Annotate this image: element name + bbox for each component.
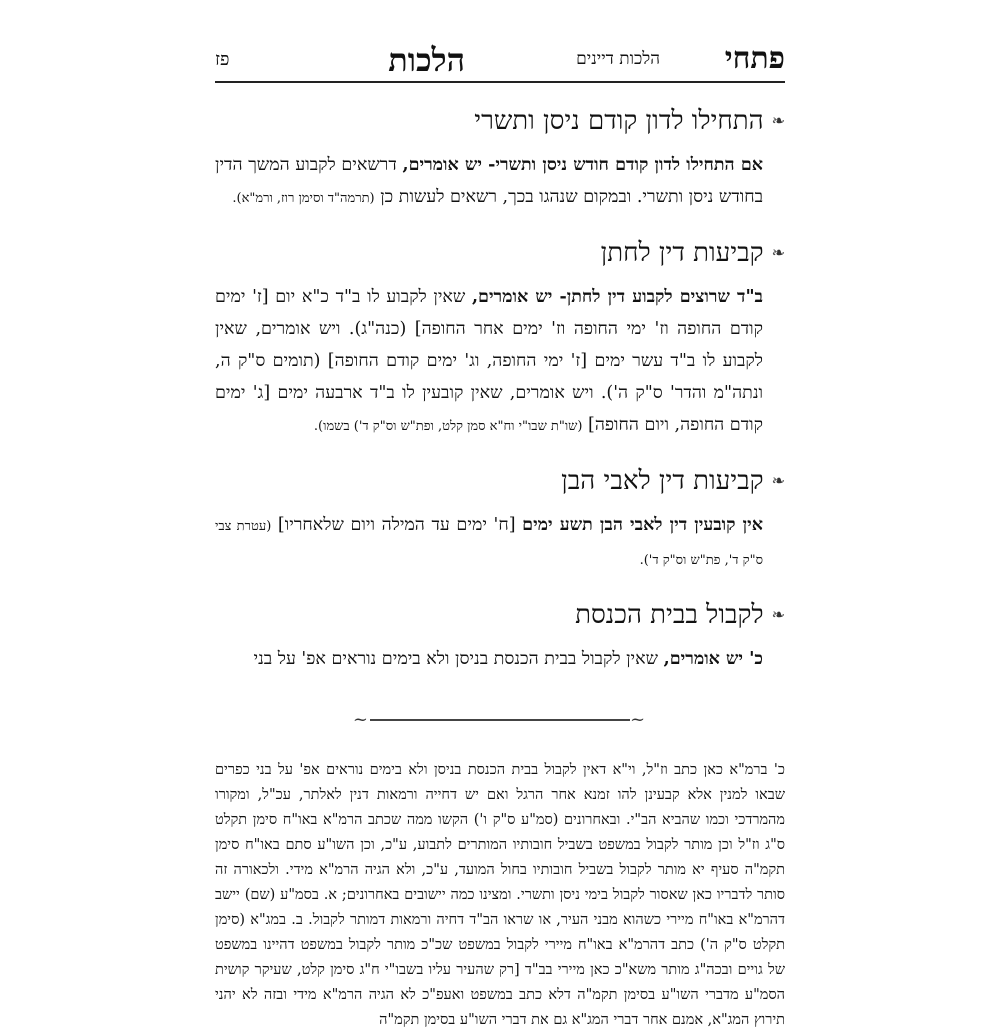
book-page	[215, 35, 785, 1028]
section-2	[215, 237, 785, 443]
section-body	[215, 643, 785, 675]
running-header	[215, 35, 785, 83]
section-ref: (שו"ת שבו"י וח"א סמן קלט, ופת"ש וס"ק ד') בשמו).	[313, 419, 583, 434]
section-title	[215, 105, 785, 137]
section-title	[215, 599, 785, 631]
section-title-text: קביעות דין לחתן	[600, 238, 764, 268]
ornament-icon: ❧	[771, 471, 785, 490]
section-text: שאין לקבוע לו ב"ד כ"א יום [ז' ימים קודם החופה וז' ימי החופה וז' ימים אחר החופה] (כנה"ג). ויש אומרים, שאין לקבוע לו ב"ד עשר ימים [ז' ימי החופה, וג' ימים קודם החופה] (תומים ס"ק ה, ונתה"מ והדר' ס"ק ה'). ויש אומרים, שאין קובעין לו ב"ד ארבעה ימים [ג' ימים קודם החופה, ויום החופה]	[215, 287, 763, 435]
section-text: [ח' ימים עד המילה ויום שלאחריו]	[277, 515, 516, 535]
section-body	[215, 281, 785, 443]
section-ref: (עטרת צבי ס"ק ד', פת"ש וס"ק ד').	[215, 519, 763, 568]
footnotes	[215, 758, 785, 1033]
header-left-title: פתחי	[724, 41, 785, 76]
divider-ornament-icon: ~	[352, 709, 370, 730]
ornament-icon: ❧	[771, 605, 785, 624]
section-text: שאין לקבול בבית הכנסת בניסן ולא בימים נוראים אפ' על בני	[253, 649, 659, 669]
section-lead: אם התחילו לדון קודם חודש ניסן ותשרי- יש אומרים,	[402, 155, 763, 175]
header-middle-title: הלכות דיינים	[576, 49, 660, 69]
footnote-paragraph: כ' ברמ"א כאן כתב וז"ל, וי"א דאין לקבול בבית הכנסת בניסן ולא בימים נוראים אפ' על בני כפרים שבאו למנין אלא קבעינן להו זמנא אחר הרגל ואם יש דחייה ורמאות דנין לאלתר, עכ"ל, ומקורו מהמרדכי וכמו שהביא הב"י. ובאחרונים (סמ"ע ס"ק ו') הקשו ממה שכתב הרמ"א באו"ח סימן תקלט ס"ג וז"ל וכן מותר לקבול במשפט בשביל חובותיו המותרים לתבוע, ע"כ, וכן השו"ע סתם באו"ח סימן תקמ"ה סעיף יא מותר לקבול בשביל חובותיו בחול המועד, ע"כ, ולא הגיה הרמ"א מידי. ולכאורה זה סותר לדבריו כאן שאסור לקבול בימי ניסן ותשרי. ומצינו כמה יישובים באחרונים; א. בסמ"ע (שם) יישב דהרמ"א באו"ח מיירי כשהוא מבני העיר, או שראו הב"ד דחיה ורמאות דמותר לקבול. ב. במג"א (סימן תקלט ס"ק ה') כתב דהרמ"א באו"ח מיירי לקבול במשפט שכ"כ מותר לקבול במשפט דהיינו במשפט של גויים ובכה"ג מותר משא"כ כאן מיירי בב"ד [רק שהעיר עליו בשבו"י ח"ג סימן קלט, שעיקר קושית הסמ"ע מדברי השו"ע בסימן תקמ"ה דלא כתב במשפט ואעפ"כ לא הגיה הרמ"א מידי ובזה לא יהני תירוץ המג"א, אמנם אחר דברי המג"א גם את דברי השו"ע בסימן תקמ"ה	[215, 762, 785, 1028]
section-title-text: קביעות דין לאבי הבן	[561, 466, 764, 496]
header-main-title: הלכות	[388, 41, 465, 79]
section-text: דרשאים לקבוע המשך הדין בחודש ניסן ותשרי. ובמקום שנהגו בכך, רשאים לעשות כן	[215, 155, 763, 207]
section-title-text: לקבול בבית הכנסת	[575, 600, 764, 630]
ornament-icon: ❧	[771, 243, 785, 262]
ornament-icon: ❧	[771, 111, 785, 130]
section-title	[215, 465, 785, 497]
page-number: פז	[215, 49, 230, 70]
footnote-divider	[340, 709, 660, 730]
section-lead: ב"ד שרוצים לקבוע דין לחתן- יש אומרים,	[471, 287, 763, 307]
divider-ornament-icon: ~	[630, 709, 648, 730]
section-3	[215, 465, 785, 577]
section-title	[215, 237, 785, 269]
divider-line	[370, 719, 630, 721]
section-lead: אין קובעין דין לאבי הבן תשע ימים	[522, 515, 763, 535]
section-title-text: התחילו לדון קודם ניסן ותשרי	[474, 106, 764, 136]
section-body	[215, 149, 785, 215]
section-ref: (תרמה"ד וסימן רוז, ורמ"א).	[232, 191, 375, 206]
section-1	[215, 105, 785, 215]
section-body	[215, 509, 785, 577]
section-4	[215, 599, 785, 675]
section-lead: כ' יש אומרים,	[663, 649, 763, 669]
